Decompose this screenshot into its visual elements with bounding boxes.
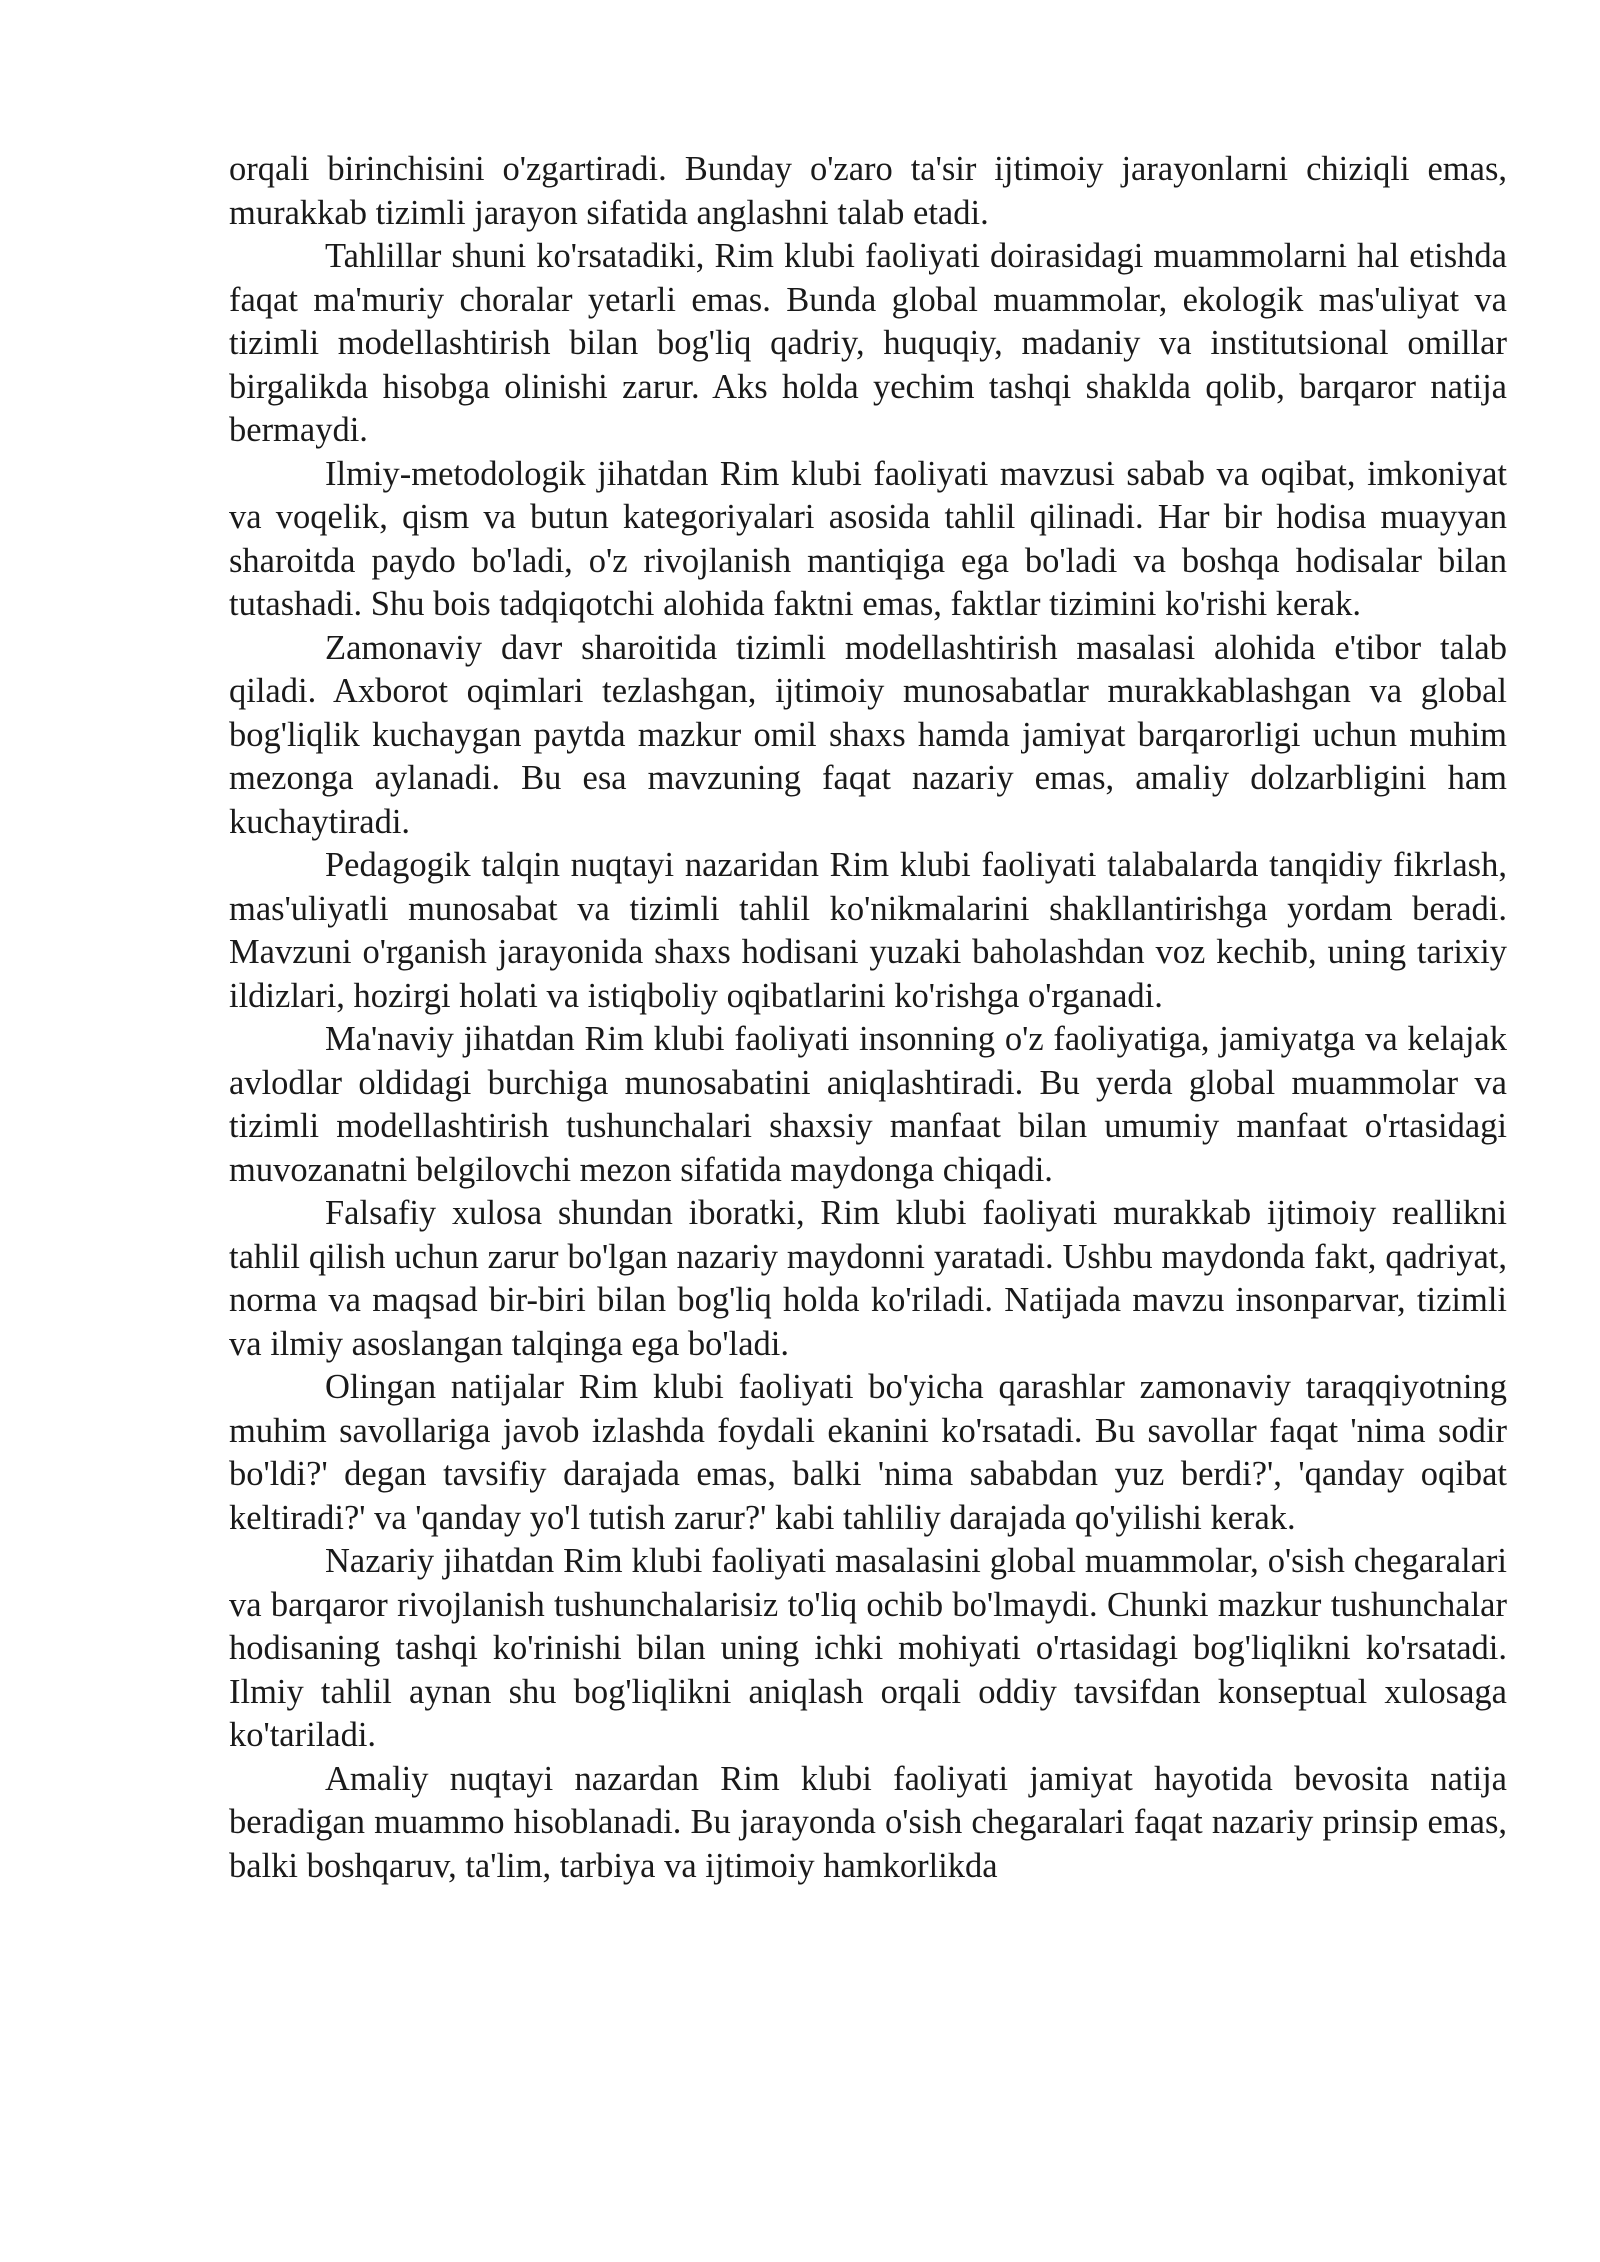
paragraph-continuation: orqali birinchisini o'zgartiradi. Bunday o'zaro ta'sir ijtimoiy jarayonlarni chiziqli emas, murakkab tizimli jarayon sifatida anglashni talab etadi. — [229, 150, 1507, 232]
paragraph: Tahlillar shuni ko'rsatadiki, Rim klubi faoliyati doirasidagi muammolarni hal etishda faqat ma'muriy choralar yetarli emas. Bunda global muammolar, ekologik mas'uliyat va tizimli modellashtirish bilan bog'liq qadriy, huquqiy, madaniy va institutsional omillar birgalikda hisobga olinishi zarur. Aks holda yechim tashqi shaklda qolib, barqaror natija bermaydi. — [229, 237, 1507, 449]
paragraph: Olingan natijalar Rim klubi faoliyati bo'yicha qarashlar zamonaviy taraqqiyotning muhim savollariga javob izlashda foydali ekanini ko'rsatadi. Bu savollar faqat 'nima sodir bo'ldi?' degan tavsifiy darajada emas, balki 'nima sababdan yuz berdi?', 'qanday oqibat keltiradi?' va 'qanday yo'l tutish zarur?' kabi tahliliy darajada qo'yilishi kerak. — [229, 1368, 1507, 1537]
paragraph: Pedagogik talqin nuqtayi nazaridan Rim klubi faoliyati talabalarda tanqidiy fikrlash, mas'uliyatli munosabat va tizimli tahlil ko'nikmalarini shakllantirishga yordam beradi. Mavzuni o'rganish jarayonida shaxs hodisani yuzaki baholashdan voz kechib, uning tarixiy ildizlari, hozirgi holati va istiqboliy oqibatlarini ko'rishga o'rganadi. — [229, 846, 1507, 1015]
paragraph: Nazariy jihatdan Rim klubi faoliyati masalasini global muammolar, o'sish chegaralari va barqaror rivojlanish tushunchalarisiz to'liq ochib bo'lmaydi. Chunki mazkur tushunchalar hodisaning tashqi ko'rinishi bilan uning ichki mohiyati o'rtasidagi bog'liqlikni ko'rsatadi. Ilmiy tahlil aynan shu bog'liqlikni aniqlash orqali oddiy tavsifdan konseptual xulosaga ko'tariladi. — [229, 1542, 1507, 1754]
paragraph: Zamonaviy davr sharoitida tizimli modellashtirish masalasi alohida e'tibor talab qiladi. Axborot oqimlari tezlashgan, ijtimoiy munosabatlar murakkablashgan va global bog'liqlik kuchaygan paytda mazkur omil shaxs hamda jamiyat barqarorligi uchun muhim mezonga aylanadi. Bu esa mavzuning faqat nazariy emas, amaliy dolzarbligini ham kuchaytiradi. — [229, 628, 1507, 841]
paragraph: Ma'naviy jihatdan Rim klubi faoliyati insonning o'z faoliyatiga, jamiyatga va kelajak avlodlar oldidagi burchiga munosabatini aniqlashtiradi. Bu yerda global muammolar va tizimli modellashtirish tushunchalari shaxsiy manfaat bilan umumiy manfaat o'rtasidagi muvozanatni belgilovchi mezon sifatida maydonga chiqadi. — [229, 1020, 1507, 1189]
paragraph: Falsafiy xulosa shundan iboratki, Rim klubi faoliyati murakkab ijtimoiy reallikni tahlil qilish uchun zarur bo'lgan nazariy maydonni yaratadi. Ushbu maydonda fakt, qadriyat, norma va maqsad bir-biri bilan bog'liq holda ko'riladi. Natijada mavzu insonparvar, tizimli va ilmiy asoslangan talqinga ega bo'ladi. — [229, 1194, 1507, 1363]
paragraph-truncated: Amaliy nuqtayi nazardan Rim klubi faoliyati jamiyat hayotida bevosita natija beradigan muammo hisoblanadi. Bu jarayonda o'sish chegaralari faqat nazariy prinsip emas, balki boshqaruv, ta'lim, tarbiya va ijtimoiy hamkorlikda — [229, 1759, 1507, 1885]
paragraph: Ilmiy-metodologik jihatdan Rim klubi faoliyati mavzusi sabab va oqibat, imkoniyat va voqelik, qism va butun kategoriyalari asosida tahlil qilinadi. Har bir hodisa muayyan sharoitda paydo bo'ladi, o'z rivojlanish mantiqiga ega bo'ladi va boshqa hodisalar bilan tutashadi. Shu bois tadqiqotchi alohida faktni emas, faktlar tizimini ko'rishi kerak. — [229, 454, 1507, 623]
document-body — [229, 148, 1507, 1888]
